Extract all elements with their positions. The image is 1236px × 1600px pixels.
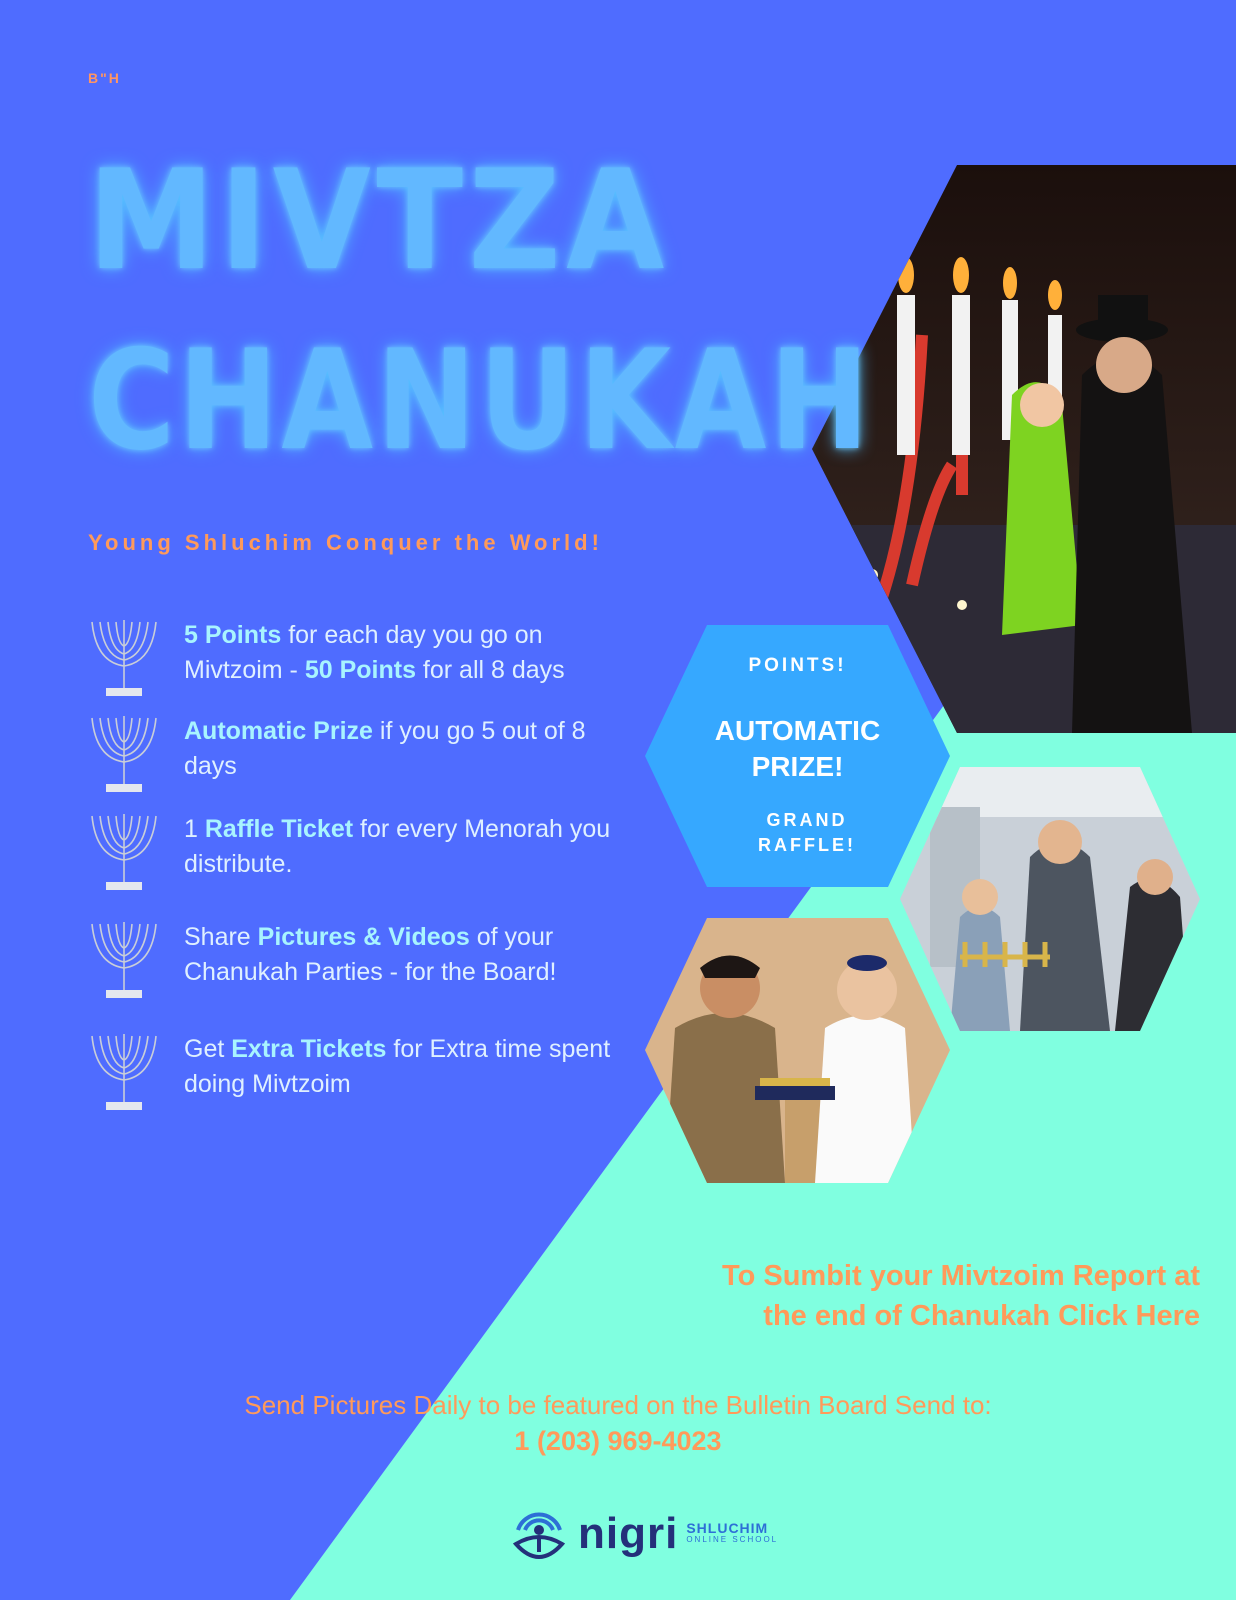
rule-text: Share Pictures & Videos of your Chanukah Parties - for the Board!	[184, 923, 557, 986]
menorah-icon	[88, 810, 160, 892]
logo-wordmark: nigri	[578, 1509, 679, 1558]
badge-raffle-label: GRAND RAFFLE!	[758, 810, 856, 855]
title-line-2: CHANUKAH	[88, 320, 873, 481]
rule-text: 5 Points for each day you go on Mivtzoim - 50 Points for all 8 days	[184, 621, 565, 684]
submit-line-2: the end of Chanukah Click Here	[763, 1300, 1200, 1332]
rule-item	[88, 616, 628, 698]
logo-mark-icon	[510, 1500, 568, 1568]
rule-item	[88, 918, 628, 1000]
menorah-icon	[88, 918, 160, 1000]
logo-subtitle: SHLUCHIM ONLINE SCHOOL	[686, 1520, 779, 1544]
subtitle: Young Shluchim Conquer the World!	[88, 530, 603, 555]
rule-text: Get Extra Tickets for Extra time spent doing Mivtzoim	[184, 1035, 611, 1098]
rule-item	[88, 810, 628, 892]
nigri-logo	[510, 1498, 778, 1570]
title-line-1: MIVTZA	[88, 140, 670, 301]
rule-text: 1 Raffle Ticket for every Menorah you distribute.	[184, 815, 611, 878]
menorah-gift-photo	[645, 918, 950, 1183]
menorah-icon	[88, 712, 160, 794]
rule-item	[88, 712, 628, 794]
rule-item	[88, 1030, 628, 1112]
rule-text: Automatic Prize if you go 5 out of 8 days	[184, 717, 586, 780]
badge-prize-label: AUTOMATIC PRIZE!	[714, 715, 881, 782]
submit-report-link[interactable]	[640, 1256, 1200, 1336]
menorah-icon	[88, 1030, 160, 1112]
bh-mark: B"H	[88, 70, 121, 86]
submit-line-1: To Sumbit your Mivtzoim Report at	[722, 1260, 1200, 1292]
menorah-icon	[88, 616, 160, 698]
badge-points-label: POINTS!	[748, 655, 847, 676]
prize-badge	[645, 625, 950, 887]
phone-number[interactable]: 1 (203) 969-4023	[514, 1426, 722, 1456]
send-pictures-text: Send Pictures Daily to be featured on the Bulletin Board Send to:	[244, 1390, 992, 1420]
